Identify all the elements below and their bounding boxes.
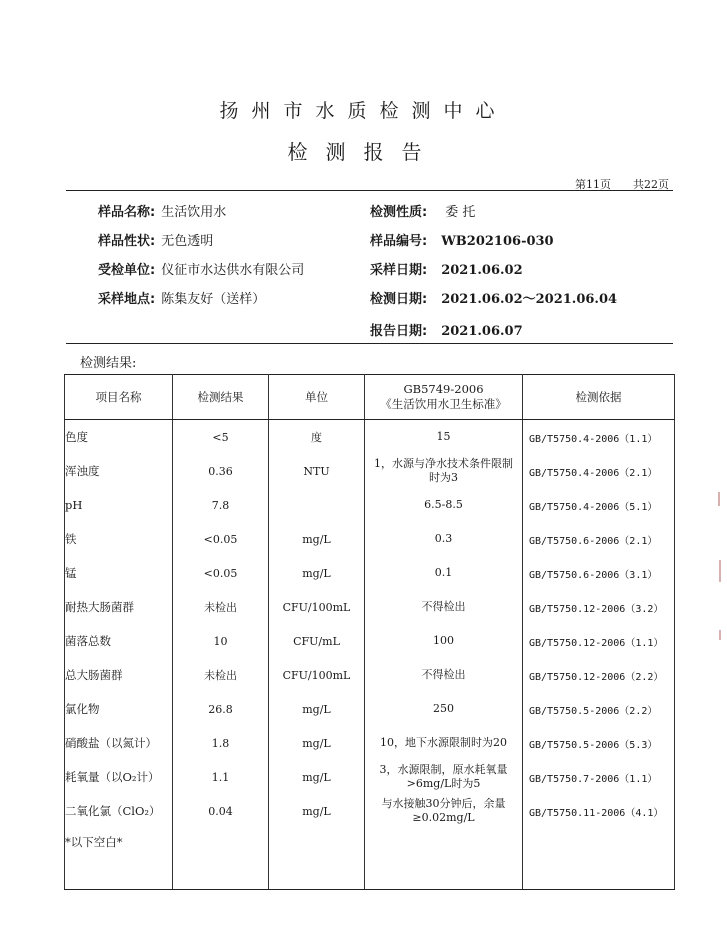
cell-result: 7.8 [173,488,269,522]
sample-name-value: 生活饮用水 [161,205,227,220]
unit-label: 受检单位: [98,263,156,278]
table-row [65,794,675,828]
cell-unit: NTU [269,454,365,488]
cell-item: 氯化物 [65,692,173,726]
cell-result: <0.05 [173,556,269,590]
cell-standard: 不得检出 [365,658,523,692]
col-unit: 单位 [269,375,365,420]
location-label: 采样地点: [98,292,156,307]
cell-standard: 3，水源限制，原水耗氧量>6mg/L时为5 [365,760,523,794]
cell-basis: GB/T5750.7-2006（1.1） [523,760,675,794]
sample-id-row [370,230,554,249]
cell-result: 0.36 [173,454,269,488]
cell-result: 未检出 [173,658,269,692]
report-title: 检测报告 [287,140,440,164]
sample-state-label: 样品性状: [98,234,156,249]
cell-unit: CFU/100mL [269,658,365,692]
nature-value: 委 托 [445,205,476,220]
table-row [65,454,675,488]
col-standard-title: 《生活饮用水卫生标准》 [380,397,507,411]
cell-unit: mg/L [269,760,365,794]
table-row [65,488,675,522]
cell-basis: GB/T5750.12-2006（2.2） [523,658,675,692]
page-current: 第11页 [575,178,611,191]
sample-state-row [98,230,213,249]
test-date-label: 检测日期: [370,292,428,307]
sample-id-label: 样品编号: [370,234,428,249]
table-row [65,726,675,760]
col-basis: 检测依据 [523,375,675,420]
report-date-row [370,320,523,339]
cell-item: 总大肠菌群 [65,658,173,692]
cell-basis: GB/T5750.4-2006（2.1） [523,454,675,488]
sample-state-value: 无色透明 [161,234,214,249]
cell-item: pH [65,488,173,522]
cell-basis: GB/T5750.12-2006（3.2） [523,590,675,624]
table-filler-row [65,828,675,890]
cell-standard: 1，水源与净水技术条件限制时为3 [365,454,523,488]
table-row [65,760,675,794]
cell-unit: mg/L [269,726,365,760]
cell-basis: GB/T5750.6-2006（3.1） [523,556,675,590]
cell-result: <0.05 [173,522,269,556]
scan-mark [719,560,721,582]
org-title: 扬州市水质检测中心 [219,100,508,122]
cell-basis: GB/T5750.5-2006（5.3） [523,726,675,760]
col-standard [365,375,523,420]
cell-basis: GB/T5750.4-2006（1.1） [523,420,675,455]
table-row [65,420,675,455]
cell-item: 硝酸盐（以氮计） [65,726,173,760]
sampling-date-value: 2021.06.02 [441,263,523,278]
table-row [65,590,675,624]
report-date-label: 报告日期: [370,324,428,339]
cell-basis: GB/T5750.12-2006（1.1） [523,624,675,658]
cell-result: 26.8 [173,692,269,726]
results-table [64,374,675,890]
cell-item: 色度 [65,420,173,455]
cell-unit: mg/L [269,794,365,828]
scan-mark [718,492,720,506]
cell-standard: 15 [365,420,523,455]
cell-standard: 0.1 [365,556,523,590]
unit-row [98,259,304,278]
nature-row [370,201,475,220]
cell-unit: CFU/100mL [269,590,365,624]
cell-item: 耐热大肠菌群 [65,590,173,624]
cell-item: 锰 [65,556,173,590]
col-result: 检测结果 [173,375,269,420]
sample-name-row [98,201,226,220]
table-row [65,624,675,658]
cell-unit: 度 [269,420,365,455]
location-row [98,288,265,307]
cell-basis: GB/T5750.6-2006（2.1） [523,522,675,556]
cell-standard: 100 [365,624,523,658]
sampling-date-row [370,259,523,278]
unit-value: 仪征市水达供水有限公司 [161,263,305,278]
scan-mark [719,630,721,640]
cell-standard: 250 [365,692,523,726]
cell-unit: mg/L [269,556,365,590]
test-date-row [370,288,617,307]
cell-unit: mg/L [269,522,365,556]
cell-result: 未检出 [173,590,269,624]
table-row [65,692,675,726]
cell-standard: 10，地下水源限制时为20 [365,726,523,760]
table-row [65,658,675,692]
cell-unit [269,488,365,522]
cell-standard: 与水接触30分钟后，余量≥0.02mg/L [365,794,523,828]
cell-unit: mg/L [269,692,365,726]
footer-note: *以下空白* [65,828,173,890]
col-item: 项目名称 [65,375,173,420]
cell-standard: 6.5-8.5 [365,488,523,522]
cell-result: 0.04 [173,794,269,828]
sampling-date-label: 采样日期: [370,263,428,278]
results-label: 检测结果: [80,356,137,371]
sample-name-label: 样品名称: [98,205,156,220]
report-date-value: 2021.06.07 [441,324,523,339]
cell-basis: GB/T5750.4-2006（5.1） [523,488,675,522]
cell-item: 耗氧量（以O₂计） [65,760,173,794]
cell-basis: GB/T5750.5-2006（2.2） [523,692,675,726]
nature-label: 检测性质: [370,205,428,220]
location-value: 陈集友好（送样） [161,292,266,307]
sample-id-value: WB202106-030 [441,234,554,249]
cell-unit: CFU/mL [269,624,365,658]
cell-result: <5 [173,420,269,455]
cell-result: 10 [173,624,269,658]
page-total: 共22页 [633,178,669,191]
col-standard-code: GB5749-2006 [403,382,484,396]
info-divider [66,343,673,344]
cell-item: 二氧化氯（ClO₂） [65,794,173,828]
cell-item: 铁 [65,522,173,556]
table-header-row [65,375,675,420]
cell-standard: 不得检出 [365,590,523,624]
cell-result: 1.8 [173,726,269,760]
cell-standard: 0.3 [365,522,523,556]
header-divider [66,190,673,191]
cell-item: 浑浊度 [65,454,173,488]
cell-basis: GB/T5750.11-2006（4.1） [523,794,675,828]
cell-item: 菌落总数 [65,624,173,658]
table-row [65,522,675,556]
test-date-value: 2021.06.02～2021.06.04 [441,292,618,307]
cell-result: 1.1 [173,760,269,794]
table-row [65,556,675,590]
